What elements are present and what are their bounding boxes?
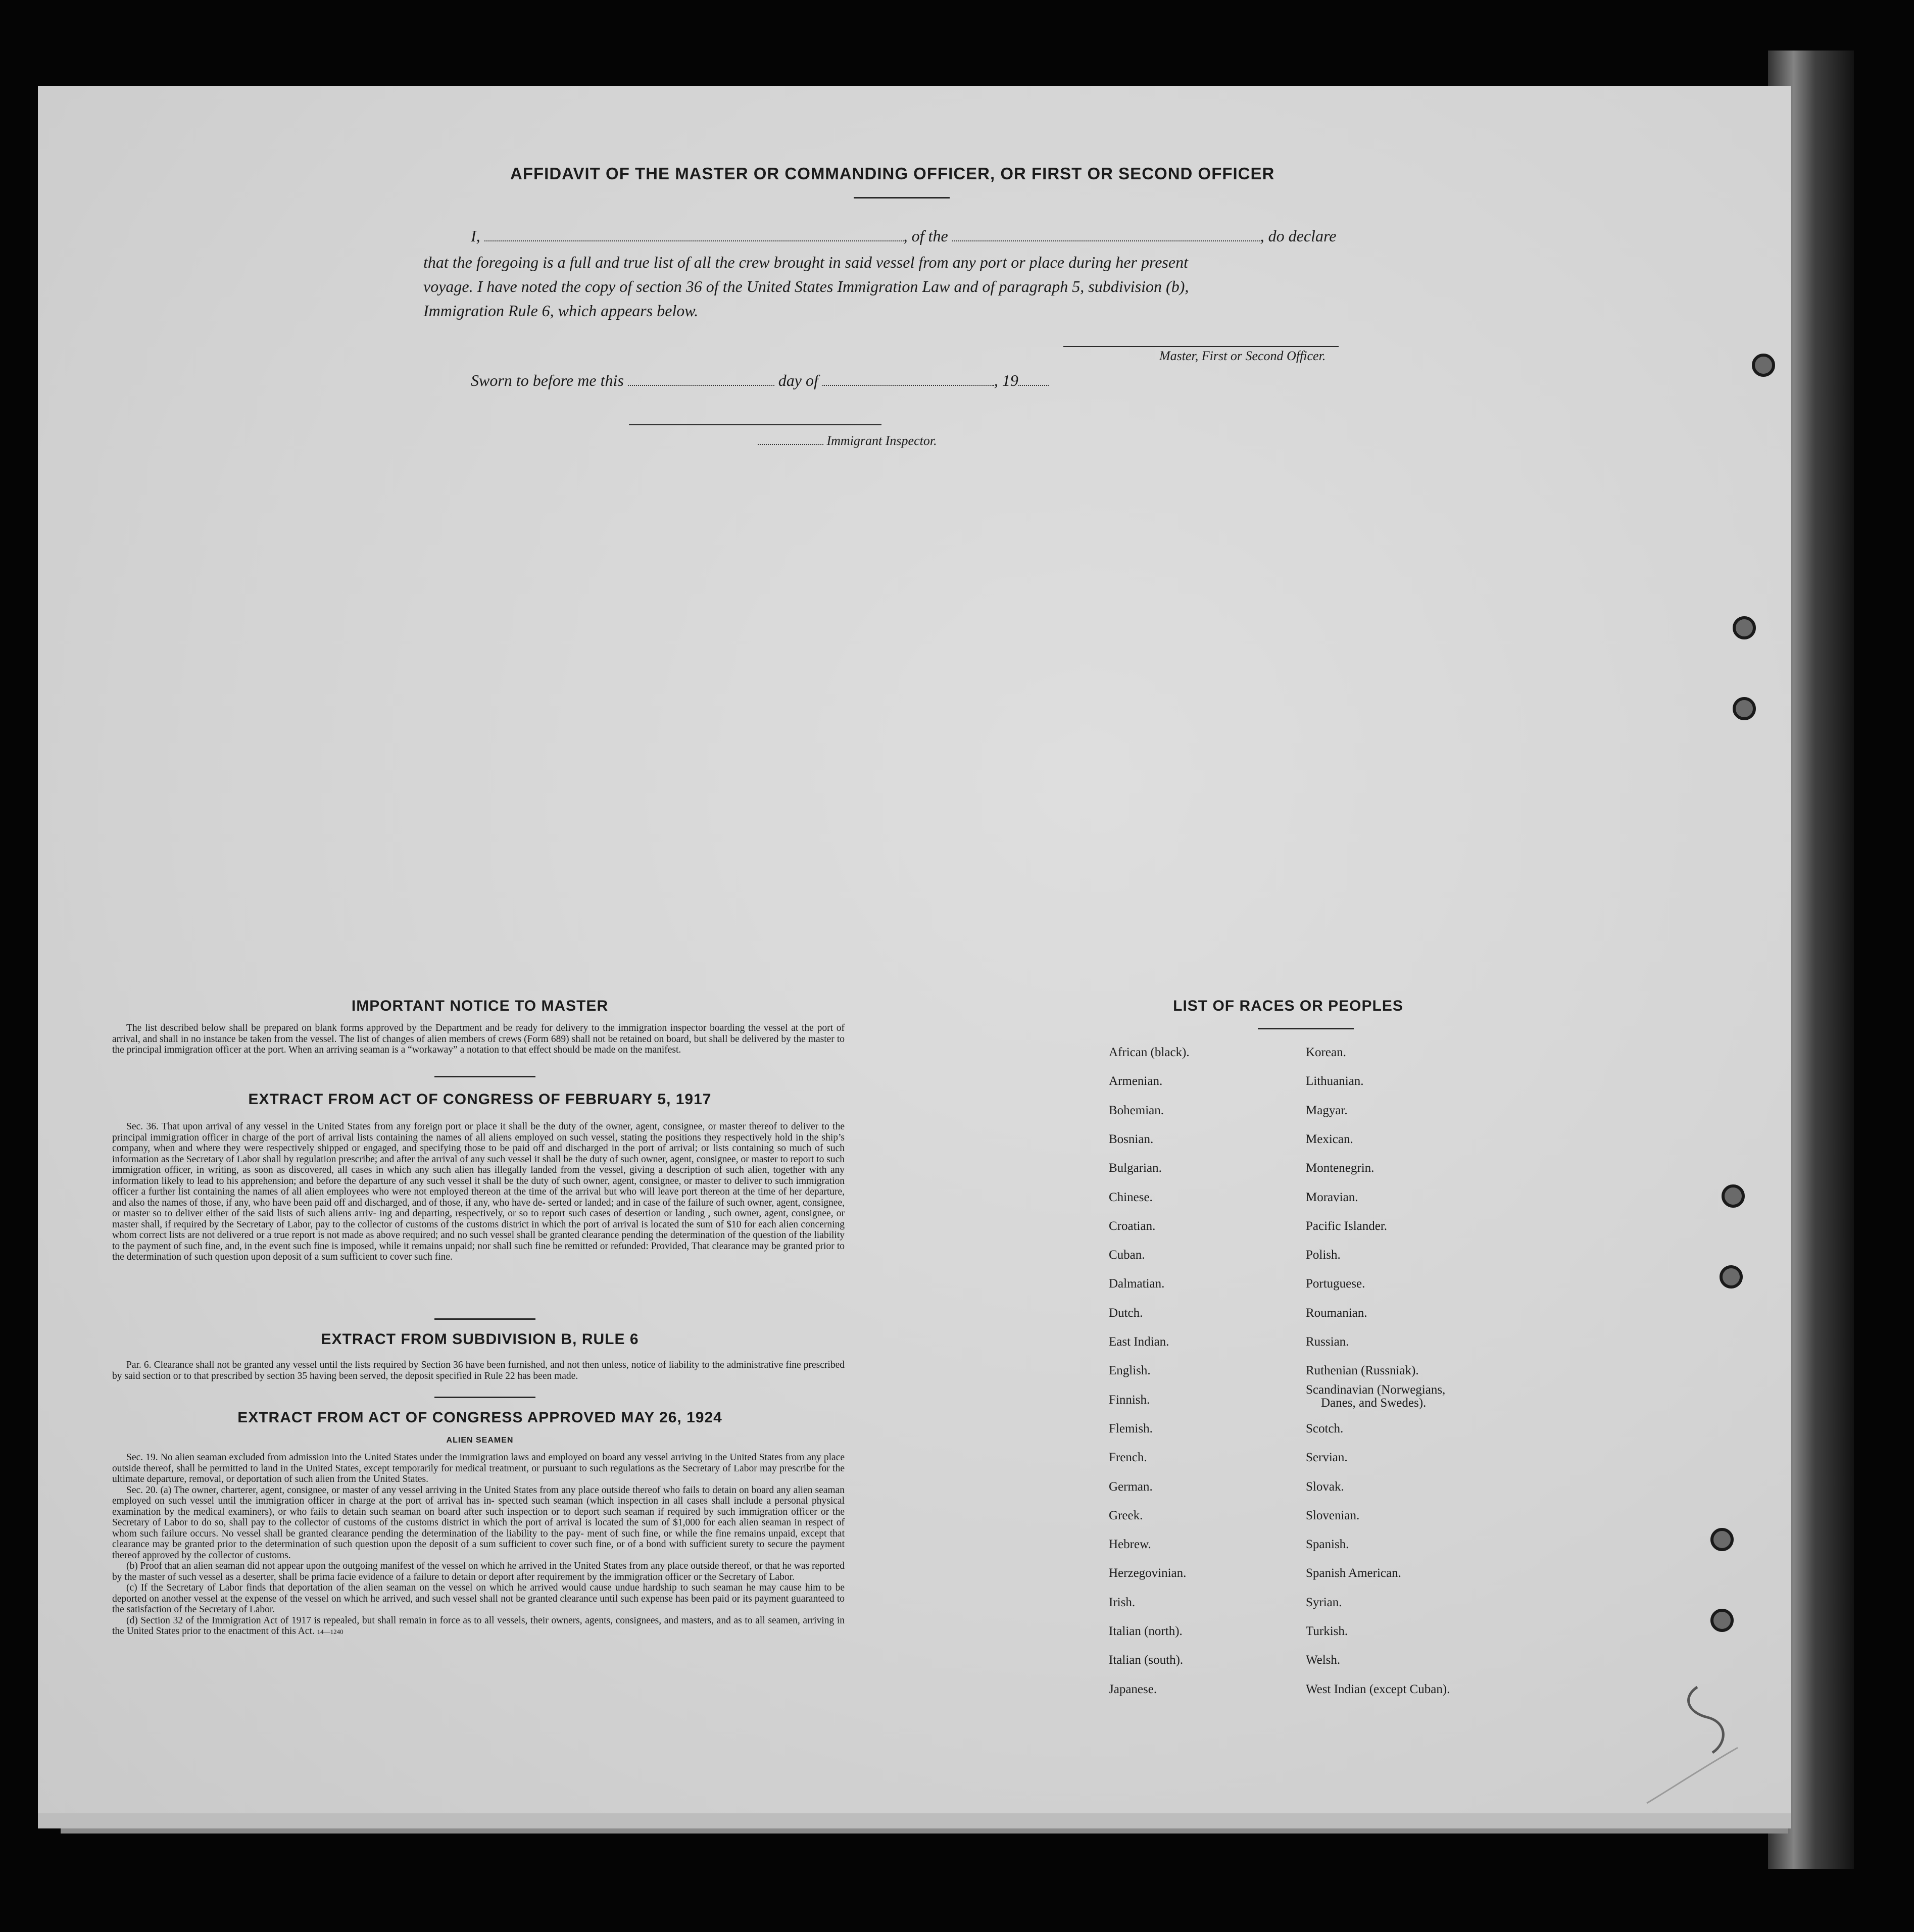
extract-1917-line: ing and departing, respectively, or so to report such cases of desertion or landing , such owner, agent, consignee, or master shall, if required [112,1208,845,1230]
race-item: Japanese. [1109,1682,1157,1696]
extract-rule6-body [112,1360,845,1381]
extract-1924-line: arriving in the United States from any place outside thereof, shall be permitted to land in the United States, except temporarily for medical [112,1452,845,1474]
year-prefix: , 19 [994,371,1018,389]
signature-caption: Master, First or Second Officer. [1159,349,1326,363]
race-item: Welsh. [1306,1653,1341,1667]
extract-1924-line: of customs. [245,1550,291,1561]
race-item: East Indian. [1109,1335,1169,1349]
race-item: Magyar. [1306,1103,1348,1117]
extract-1924-line: seaman in respect of whom such failure occurs. No vessel shall be granted clearance pending the determination of the liability to the pay- [112,1517,845,1539]
race-item: Montenegrin. [1306,1161,1375,1175]
race-item: Bosnian. [1109,1132,1154,1146]
extract-1924-line: ment of such fine, or while the fine remains unpaid, except that clearance may be granted prior to the determination of such question upon [112,1528,845,1550]
race-item: Servian. [1306,1451,1348,1465]
extract-1917-line: departure of any such vessel it shall be the duty of such owner, agent, consignee, or master to deliver to such immigration officer a further [112,1175,845,1197]
race-item: Chinese. [1109,1190,1153,1204]
race-item: Dalmatian. [1109,1277,1165,1291]
notice-line: The list described below shall be prepared on blank forms approved by the Department and be ready for delivery to the immigration [126,1023,667,1033]
extract-1917-line: aliens employed on such vessel, stating the positions they respectively hold in the ship’s company, when and where they were respectively [112,1132,845,1154]
extract-1924-line: (b) Proof that an alien seaman did not appear upon the outgoing manifest of the vessel on which he arrived in the United States from [126,1561,649,1571]
race-item: Spanish American. [1306,1566,1401,1580]
vessel-blank [952,240,1260,241]
race-item: Cuban. [1109,1248,1145,1262]
extract-1917-line: shipped or engaged, and specifying those to be paid off and discharged in the port of arrival; or lists containing so much of such information [112,1143,845,1165]
binder-hole-icon [1733,616,1756,639]
affidavit-body-3: Immigration Rule 6, which appears below. [423,302,699,320]
race-item: English. [1109,1364,1151,1378]
race-item: Danes, and Swedes). [1321,1396,1427,1410]
binder-hole-icon [1710,1609,1734,1632]
do-declare-label: , do declare [1260,227,1337,245]
race-item: Pacific Islander. [1306,1219,1388,1233]
affidavit-body-1: that the foregoing is a full and true list of all the crew brought in said vessel from any port or place during her present [423,253,1188,271]
extract-1924-line: Sec. 19. No alien seaman excluded from admission into the United States under the immigration laws and employed on board any vessel [126,1452,668,1463]
pen-mark-icon [1642,1682,1753,1813]
inspector-caption: Immigrant Inspector. [826,433,937,448]
race-item: Hebrew. [1109,1538,1151,1552]
race-item: Italian (south). [1109,1653,1184,1667]
race-item: Ruthenian (Russniak). [1306,1364,1419,1378]
extract-1924-line: treatment, or pursuant to such regulations as the Secretary of Labor may prescribe for the ultimate departure, removal, or deportation of such [112,1463,845,1484]
race-item: Italian (north). [1109,1624,1183,1638]
affidavit-title-rule [854,197,950,199]
notice-line: inspector boarding the vessel at the port of arrival, and shall in no instance be taken from the vessel. The list of changes of alien members [112,1023,845,1045]
affidavit-title: AFFIDAVIT OF THE MASTER OR COMMANDING OFFICER, OR FIRST OR SECOND OFFICER [510,164,1275,183]
notice-line: of crews (Form 689) shall not be retained on board, but shall be delivered by the master to the principal immigration officer at the port. [112,1033,845,1055]
race-item: Slovak. [1306,1479,1344,1494]
race-item: Irish. [1109,1595,1136,1609]
extract-1924-line: alien from the United States. [315,1474,428,1484]
race-item: Scotch. [1306,1421,1344,1435]
extract-1917-line: consignee, or master thereof to deliver to the principal immigration officer in charge of the port of arrival lists containing the names of all [112,1121,845,1143]
race-item: African (black). [1109,1046,1190,1059]
notice-line: When an arriving seaman is a “workaway” a notation to that effect should be made on the manifest. [288,1045,681,1055]
race-item: German. [1109,1479,1153,1494]
extract-1924-line: who fails to detain on board any alien seaman employed on such vessel until the immigration officer in charge at the port of arrival has in- [112,1484,845,1506]
race-item: Scandinavian (Norwegians, [1306,1382,1446,1397]
form-number: 14—1240 [317,1628,343,1636]
extract-rule6-line: in Rule 22 has been made. [474,1370,578,1381]
race-item: Herzegovinian. [1109,1566,1187,1580]
extract-1917-line: question upon deposit of a sum sufficient to cover such fine. [215,1252,453,1262]
day-blank [628,384,774,386]
year-blank [1018,384,1049,386]
race-item: Turkish. [1306,1624,1348,1638]
i-label: I, [471,227,480,245]
race-item: Polish. [1306,1248,1341,1262]
binder-hole-icon [1710,1528,1734,1551]
extract-1917-line: each alien concerning whom correct lists are not delivered or a true report is not made as above required; and no such vessel shall be granted [112,1219,845,1241]
race-item: Dutch. [1109,1306,1143,1320]
binder-hole-icon [1733,697,1756,720]
race-item: Croatian. [1109,1219,1156,1233]
race-item: Lithuanian. [1306,1074,1364,1088]
race-item: Spanish. [1306,1538,1349,1552]
extract-1917-line: consignee, or master to report to such immigration officer, in writing, as soon as discovered, all cases in which any such alien has illegally [112,1154,845,1175]
binder-hole-icon [1722,1184,1745,1208]
extract-1924-subtitle: ALIEN SEAMEN [446,1436,514,1445]
extract-1924-line: not be granted clearance until such expense has been paid or its payment guaranteed to the satisfaction of the Secretary of Labor. [112,1593,845,1615]
day-of-label: day of [778,371,818,389]
race-item: French. [1109,1451,1147,1465]
extract-1924-line: to such seaman he may cause him to be deported on another vessel at the expense of the vessel on which he arrived, and such vessel shall [112,1582,845,1604]
section-rule [434,1397,535,1398]
extract-rule6-line: Par. 6. Clearance shall not be granted any vessel until the lists required by Section 36 have been furnished, and not then unless, notice [126,1360,656,1370]
page-bottom-edge [38,1813,1791,1828]
extract-1917-body [112,1121,845,1263]
extract-1924-line: spected such seaman (which inspection in all cases shall include a personal physical examination by the medical examiners), or who fails to [112,1496,845,1517]
month-blank [822,384,994,386]
extract-1924-body [112,1452,845,1638]
name-blank [484,240,904,241]
extract-1917-line: list containing the names of all alien employees who were not employed thereon at the time of the arrival but who will leave port thereon [178,1186,730,1197]
races-title: LIST OF RACES OR PEOPLES [1173,998,1403,1014]
race-item: Bulgarian. [1109,1161,1162,1175]
binder-hole-icon [1752,354,1775,377]
extract-1924-line: detain such seaman on board after such inspection or to deport such seaman if required by such immigration officer or the Secretary of Labor [112,1506,845,1528]
extract-rule6-title: EXTRACT FROM SUBDIVISION B, RULE 6 [321,1331,639,1348]
race-item: Slovenian. [1306,1508,1360,1522]
sworn-line [471,368,1049,393]
race-item: Moravian. [1306,1190,1358,1204]
race-item: Portuguese. [1306,1277,1365,1291]
extract-1917-line: by the Secretary of Labor, pay to the collector of customs of the customs district in which the port of arrival is located the sum of $10 for [209,1219,756,1230]
race-item: Russian. [1306,1335,1349,1349]
extract-1917-line: serted or landed; and in case of the failure of such owner, agent, consignee, or master so to deliver either of the said lists of such aliens arriv- [112,1197,845,1219]
races-title-rule [1258,1028,1354,1029]
race-item: Roumanian. [1306,1306,1367,1320]
binder-hole-icon [1720,1265,1743,1289]
notice-title: IMPORTANT NOTICE TO MASTER [351,998,609,1014]
section-rule [434,1076,535,1077]
extract-1924-line: any place outside thereof, or that he was reported by the master of such vessel as a deserter, shall be prima facie evidence of a failure to [112,1561,845,1582]
extract-1917-line: clearance pending the determination of the question of the liability to the payment of such fine, and, in the event such fine is imposed, while [112,1230,845,1252]
extract-1917-line: it remains unpaid; nor shall such fine be remitted or refunded: Provided, That clearance may be granted prior to the determination of such [112,1241,845,1262]
extract-1924-line: to do so, shall pay to the collector of customs of the customs district in which the port of arrival is located the sum of $1,000 for each alien [190,1517,759,1528]
extract-1917-title: EXTRACT FROM ACT OF CONGRESS OF FEBRUARY 5, 1917 [248,1091,712,1108]
inspector-blank [758,443,823,445]
signature-line [1063,346,1339,347]
notice-body [112,1023,845,1056]
race-item: Bohemian. [1109,1103,1164,1117]
extract-1917-line: landed from the vessel, giving a description of such alien, together with any information likely to lead to his apprehension; and before the [112,1165,845,1186]
race-item: Korean. [1306,1046,1346,1059]
extract-1924-line: detain or deport after requirement by the immigration officer or the Secretary of Labor. [452,1571,795,1582]
race-item: Greek. [1109,1508,1143,1522]
page-bottom-shadow [61,1828,1788,1834]
extract-1924-line: the deposit of a sum sufficient to cover such fine, or of a bond with sufficient surety to secure the payment thereof approved by the collector [112,1539,845,1561]
extract-1917-line: Sec. 36. That upon arrival of any vessel in the United States from any foreign port or place it shall be the duty of the owner, agent, [126,1121,660,1132]
sworn-label: Sworn to before me this [471,371,624,389]
extract-1924-line: and masters, and as to all seamen, arriving in the United States prior to the enactment of this Act. [112,1615,845,1637]
inspector-signature-line [629,424,881,425]
affidavit-body-2: voyage. I have noted the copy of section 36 of the United States Immigration Law and of paragraph 5, subdivision (b), [423,277,1189,295]
extract-1924-line: (c) If the Secretary of Labor finds that deportation of the alien seaman on the vessel on which he arrived would cause undue hardship [126,1582,677,1593]
extract-1917-line: at the time of her departure, and also the names of those, if any, who have been paid off and discharged, and of those, if any, who have de- [112,1186,845,1208]
extract-rule6-line: of liability to the administrative fine prescribed by said section or to that prescribed by section 35 having been served, the deposit specified [112,1360,845,1381]
section-rule [434,1318,535,1320]
race-item: Armenian. [1109,1074,1163,1088]
of-the-label: , of the [903,227,948,245]
race-item: West Indian (except Cuban). [1306,1682,1450,1696]
inspector-caption-line [758,433,937,449]
extract-1924-title: EXTRACT FROM ACT OF CONGRESS APPROVED MAY 26, 1924 [237,1409,722,1426]
extract-1924-line: Sec. 20. (a) The owner, charterer, agent, consignee, or master of any vessel arriving in the United States from any place outside thereof [126,1484,661,1496]
race-item: Flemish. [1109,1421,1153,1435]
extract-1924-line: (d) Section 32 of the Immigration Act of 1917 is repealed, but shall remain in force as to all vessels, their owners, agents, consignees, [126,1615,662,1626]
extract-1917-line: as the Secretary of Labor shall by regulation prescribe; and after the arrival of any such vessel it shall be the duty of such owner, agent, [161,1154,694,1165]
race-item: Mexican. [1306,1132,1353,1146]
race-item: Finnish. [1109,1393,1150,1407]
affidavit-declare-line [471,223,1336,249]
race-item: Syrian. [1306,1595,1342,1609]
